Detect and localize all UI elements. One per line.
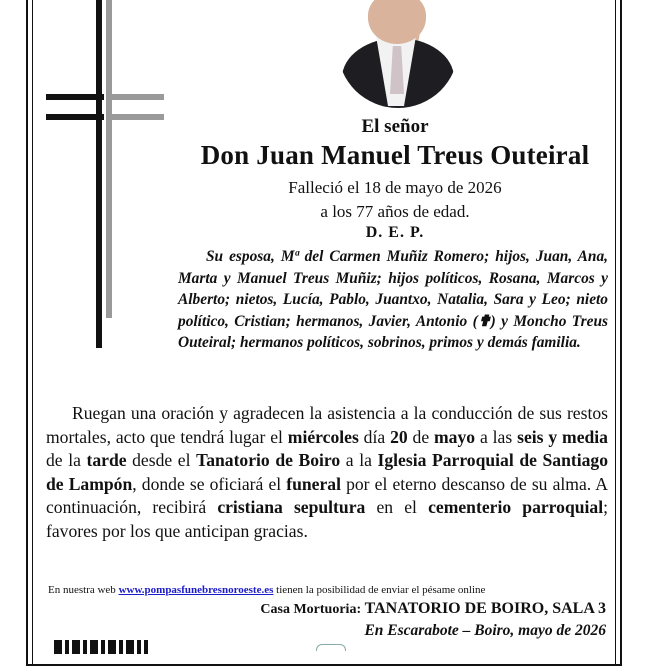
cross-bar xyxy=(106,0,112,318)
text-segment: de la xyxy=(46,450,87,471)
cross-bar xyxy=(106,114,164,120)
text-segment: a la xyxy=(340,450,378,471)
qr-code-icon xyxy=(54,640,148,654)
family-line: políticos, Rosana, Marcos y Alberto; nietos, Lucía, xyxy=(178,269,608,309)
text-segment: desde el xyxy=(126,450,197,471)
service-announcement xyxy=(46,402,608,544)
text-segment: por el eterno descanso de su alma. A continuación, recibirá xyxy=(46,473,608,518)
mortuary-value: TANATORIO DE BOIRO, SALA 3 xyxy=(364,600,606,617)
web-note-suffix: tienen la posibilidad de enviar el pésame online xyxy=(273,584,486,596)
cross-bar xyxy=(46,114,104,120)
text-segment: ; favores por los que anticipan gracias. xyxy=(46,497,608,541)
cross-icon xyxy=(46,0,166,350)
family-line: Juan, Ana, Marta y Manuel Treus Muñiz; hijos xyxy=(178,248,608,287)
deceased-photo xyxy=(338,0,458,108)
family-line: Treus Outeiral; hermanos políticos, sobrinos, primos y xyxy=(178,312,608,352)
website-link[interactable]: www.pompasfunebresnoroeste.es xyxy=(118,584,274,596)
family-list xyxy=(178,246,608,354)
web-note-prefix: En nuestra web xyxy=(48,584,119,596)
honorific: El señor xyxy=(361,116,429,137)
mortuary-line xyxy=(260,600,606,618)
text-segment: de xyxy=(407,426,435,447)
family-line: Su esposa, Mª del Carmen Muñiz Romero; hijos, xyxy=(206,248,536,265)
place-date: En Escarabote – Boiro, mayo de 2026 xyxy=(364,622,606,639)
text-bold: tarde xyxy=(86,450,127,471)
text-bold: funeral xyxy=(286,473,341,494)
text-bold: miércoles xyxy=(287,426,359,447)
text-segment: día xyxy=(358,426,391,447)
text-segment: Ruegan una oración y agradecen la asistencia a la conducción de sus restos mortales, acto que tendrá lugar el xyxy=(46,403,608,447)
text-bold: seis y media xyxy=(517,426,608,447)
mortuary-label: Casa Mortuoria: xyxy=(260,602,365,617)
cross-bar xyxy=(46,94,104,100)
text-bold: mayo xyxy=(434,426,476,447)
family-line: Cristian; hermanos, Javier, Antonio (✟) y Moncho xyxy=(234,312,572,330)
text-bold: 20 xyxy=(390,426,408,447)
age-line: a los 77 años de edad. xyxy=(320,202,470,221)
text-segment: en el xyxy=(365,497,429,518)
text-bold: Iglesia Parroquial de Santiago de Lampón xyxy=(46,450,609,494)
death-date: Falleció el 18 de mayo de 2026 xyxy=(288,178,502,197)
cross-bar xyxy=(106,94,164,100)
photo-face xyxy=(368,0,426,44)
text-bold: cristiana sepultura xyxy=(217,497,366,518)
text-segment: , donde se oficiará el xyxy=(132,473,287,494)
family-line: Pablo, Juantxo, Natalia, Sara y Leo; nieto político, xyxy=(178,291,608,330)
text-bold: cementerio parroquial xyxy=(428,497,604,518)
web-note xyxy=(48,584,485,596)
text-bold: Tanatorio de Boiro xyxy=(196,450,341,471)
deceased-name: Don Juan Manuel Treus Outeiral xyxy=(200,140,590,170)
cross-bar xyxy=(96,0,102,348)
text-segment: a las xyxy=(475,426,518,447)
family-line: demás familia. xyxy=(487,334,581,352)
dep-line: D. E. P. xyxy=(365,224,425,241)
